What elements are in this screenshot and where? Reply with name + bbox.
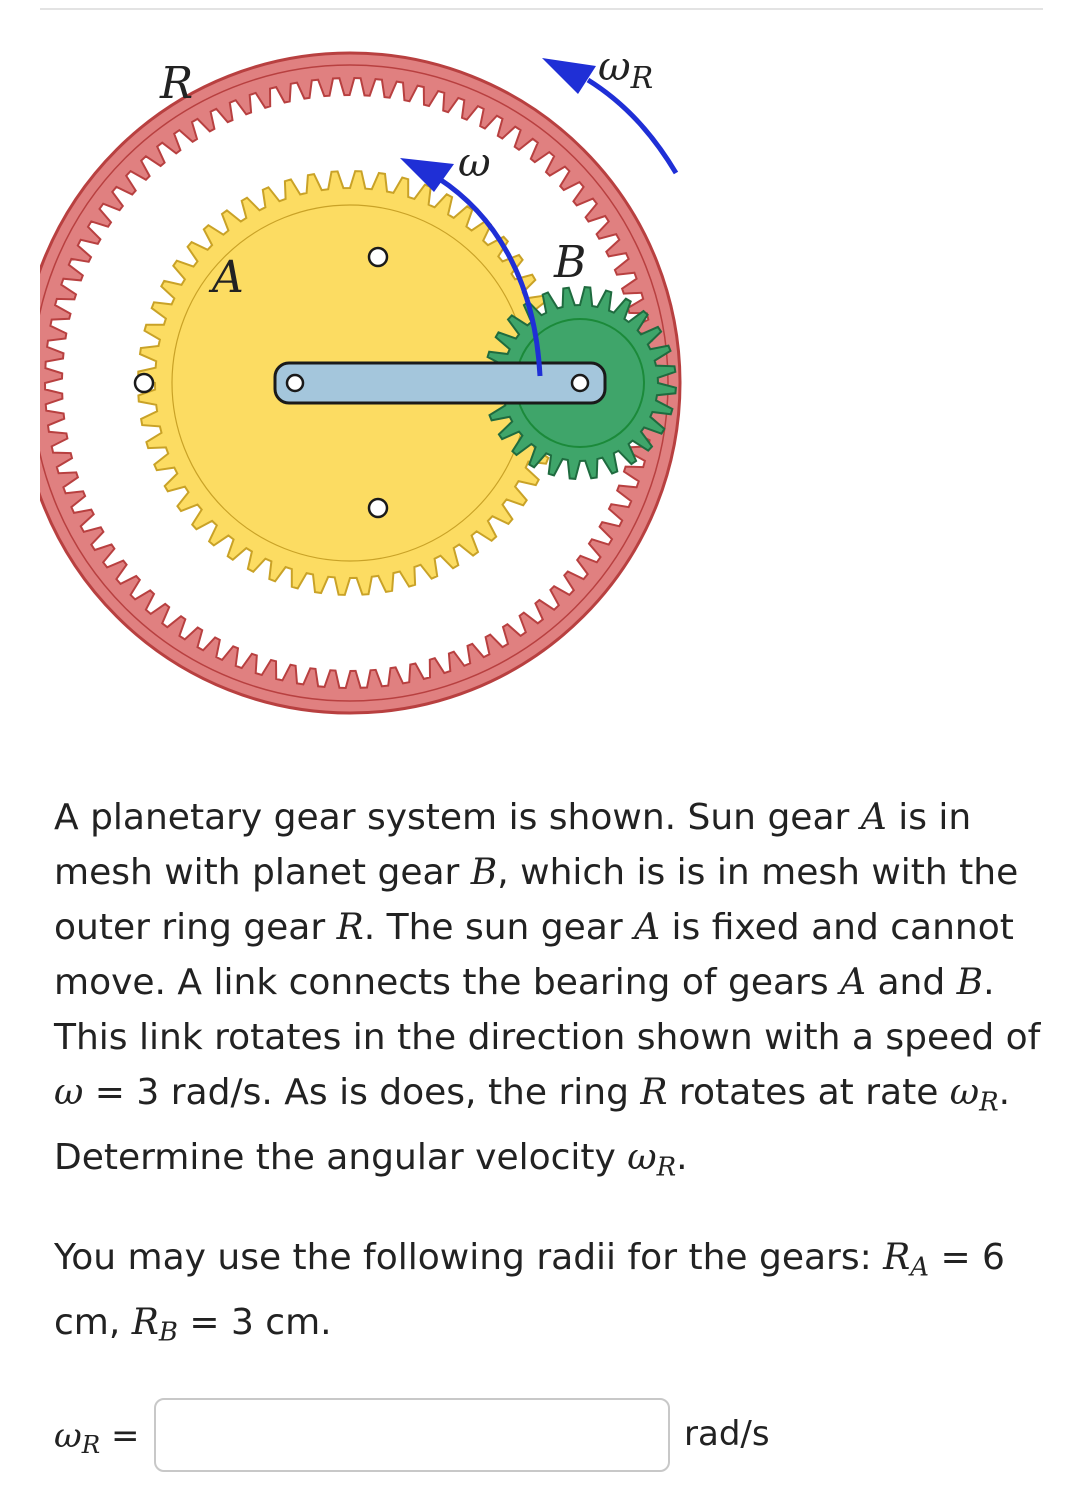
math-symbol: R	[336, 907, 364, 948]
math-symbol: R	[131, 1302, 159, 1344]
problem-statement	[54, 790, 1054, 1196]
math-symbol: ω	[54, 1072, 84, 1113]
sun-bearing-icon	[287, 375, 303, 391]
text-run: A planetary gear system is shown. Sun gear	[54, 797, 861, 838]
text-run: You may use the following radii for the gears:	[54, 1237, 884, 1278]
radii-statement	[54, 1230, 1054, 1361]
text-run: = 3 rad/s. As is does, the ring	[83, 1072, 641, 1113]
pin-left-icon	[135, 374, 153, 392]
link-arm	[275, 363, 605, 403]
math-symbol: A	[860, 797, 887, 838]
omega-r-answer-input[interactable]	[154, 1398, 670, 1472]
label-omega-r: $\omega_R$	[598, 44, 654, 96]
text-run: . This link rotates in the direction shown with a speed of	[54, 962, 1041, 1058]
text-run: and	[866, 962, 957, 1003]
answer-label: $\omega_R$ =	[54, 1416, 140, 1460]
text-run: is fixed and cannot move. A link connects the bearing of gears	[54, 907, 1014, 1003]
pin-bottom-icon	[369, 499, 387, 517]
math-symbol: A	[634, 907, 661, 948]
math-symbol: B	[470, 852, 498, 893]
planet-bearing-icon	[572, 375, 588, 391]
math-symbol: B	[956, 962, 984, 1003]
math-symbol: R	[640, 1072, 668, 1113]
math-symbol: A	[840, 962, 867, 1003]
label-omega: ω	[458, 140, 491, 186]
problem-paragraph	[54, 790, 1054, 1196]
radii-paragraph	[54, 1230, 1054, 1361]
math-subscript: R	[656, 1152, 677, 1183]
text-run: = 6 cm,	[54, 1237, 1005, 1344]
pin-top-icon	[369, 248, 387, 266]
answer-unit: rad/s	[684, 1414, 770, 1454]
label-planet-b: B	[554, 237, 587, 288]
planetary-gear-figure	[40, 30, 760, 730]
text-run: , which is is in mesh with the outer ring gear	[54, 852, 1019, 948]
math-symbol: ω	[949, 1072, 980, 1113]
math-symbol: ω	[627, 1137, 657, 1179]
text-run: .	[676, 1137, 688, 1179]
text-run: rotates at rate	[667, 1072, 950, 1113]
math-symbol: R	[883, 1237, 911, 1278]
math-subscript: B	[158, 1317, 178, 1348]
top-divider	[40, 8, 1043, 10]
omega-r-arrowhead-icon	[542, 58, 596, 94]
answer-row	[54, 1398, 1054, 1474]
math-subscript: R	[979, 1087, 999, 1118]
text-run: = 3 cm.	[177, 1302, 332, 1344]
text-run: . The sun gear	[363, 907, 635, 948]
text-run: . Determine the angular velocity	[54, 1072, 1011, 1179]
label-sun-a: A	[212, 252, 244, 303]
label-ring-r: R	[160, 58, 194, 109]
text-run: is in mesh with planet gear	[54, 797, 972, 893]
math-subscript: A	[910, 1252, 929, 1283]
